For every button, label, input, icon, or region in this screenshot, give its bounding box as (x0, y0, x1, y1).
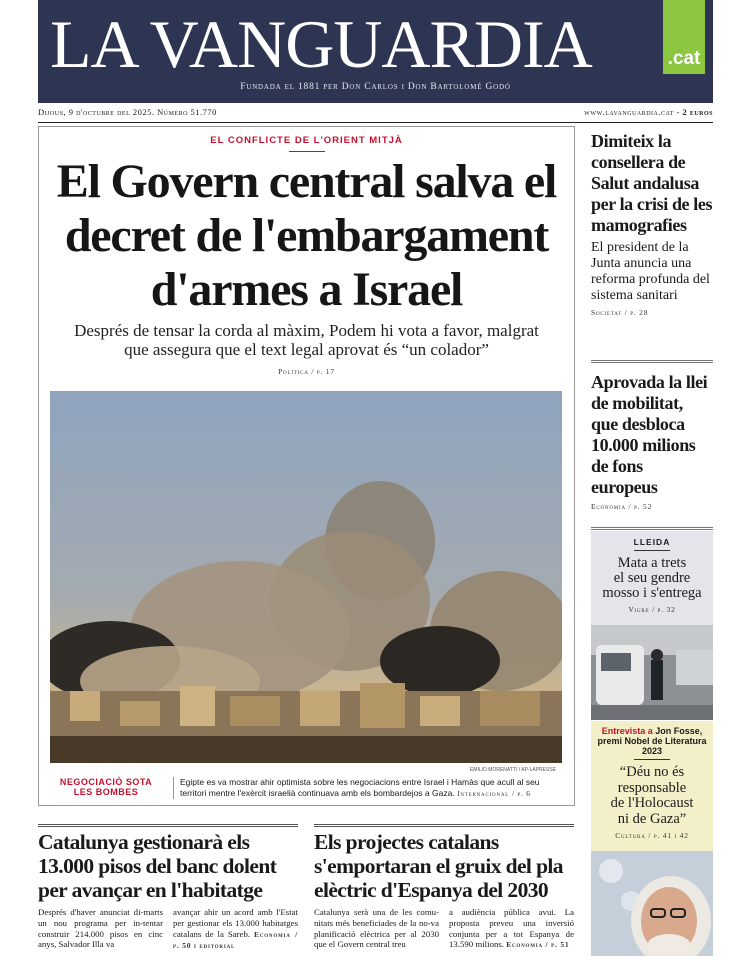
lleida-line: mosso i s'entrega (602, 585, 702, 601)
gaza-bombing-photo[interactable] (50, 391, 562, 763)
sidebar-page-ref[interactable]: Societat / p. 28 (591, 308, 649, 317)
bottom-page-ref[interactable]: Economia / p. 51 (506, 940, 570, 950)
headline-line: decret de l'embargament (64, 209, 549, 262)
interview-intro-subject: Jon Fosse, premi Nobel de Literatura 2023 (597, 726, 707, 756)
newspaper-logo[interactable]: LA VANGUARDIA (50, 6, 592, 82)
site-url[interactable]: www.lavanguardia.cat (584, 107, 674, 117)
interview-quote[interactable] (591, 765, 713, 827)
interview-page-ref[interactable]: Cultura / p. 41 i 42 (615, 831, 689, 840)
bottom-page-ref[interactable]: Economia / p. 50 i editorial (173, 929, 298, 951)
sidebar-headline[interactable]: Aprovada la llei de mobilitat, que desbloca 10.000 milions de fons europeus (591, 372, 708, 497)
standfirst-line: que assegura que el text legal aprovat és “un colador” (124, 340, 489, 359)
bottom-story-rule (38, 824, 298, 827)
lleida-headline[interactable] (591, 556, 713, 601)
quote-line: ni de Gaza” (617, 810, 687, 827)
main-story[interactable] (38, 126, 575, 806)
bottom-headline[interactable] (314, 830, 574, 902)
photo-credit: EMILIO MORENATTI / AP-LAPRESSE (469, 767, 556, 773)
lleida-line: el seu gendre (613, 570, 691, 586)
caption-body: Egipte es va mostrar ahir optimista sobre les negociacions entre Israel i Hamàs que acull al seu territori mentre l'exèrcit israelià continuava amb els bombardejos a Gaza. (180, 777, 540, 798)
bottom-col (449, 907, 574, 951)
lleida-photo-illustration (591, 625, 713, 720)
price: 2 euros (682, 107, 713, 117)
bottom-story-sareb[interactable] (38, 824, 298, 952)
lleida-story[interactable] (591, 531, 713, 625)
lleida-line: Mata a trets (617, 555, 687, 571)
photo-caption (173, 777, 566, 799)
bottom-headline-line: Els projectes catalans (314, 830, 499, 854)
lleida-photo[interactable] (591, 625, 713, 720)
quote-line: responsable (617, 779, 687, 796)
sidebar-headline[interactable]: Dimiteix la consellera de Salut andalusa per la crisi de les mamografies (591, 131, 713, 235)
sidebar-page-ref[interactable]: Economia / p. 52 (591, 502, 653, 511)
issue-date: Dijous, 9 d'octubre del 2025. Número 51.770 (38, 107, 217, 117)
fosse-interview[interactable] (591, 721, 713, 851)
bottom-col-text: avançar ahir un acord amb l'Estat per gestionar els 13.000 habitatges catalans de la Sareb. (173, 907, 298, 939)
interview-intro (591, 726, 713, 756)
logo-cat-badge: .cat (663, 0, 705, 74)
sidebar-divider (591, 360, 713, 363)
bottom-col-text: a audiència pública avui. La proposta preveu una inversió conjunta per a tot Espanya de 13.590 milions. (449, 907, 574, 950)
founded-line: Fundada el 1881 per Don Carlos i Don Bartolomé Godó (240, 82, 511, 92)
bottom-headline-line: 13.000 pisos del banc dolent (38, 854, 277, 878)
caption-page-ref[interactable]: Internacional / p. 6 (457, 789, 531, 798)
main-page-ref[interactable]: Política / p. 17 (278, 367, 335, 376)
caption-label (51, 777, 161, 797)
photo-illustration (50, 391, 562, 763)
bottom-headline-line: per avançar en l'habitatge (38, 878, 263, 902)
site-and-price (584, 107, 713, 121)
quote-line: “Déu no és (619, 764, 685, 780)
masthead (38, 0, 713, 103)
quote-line: de l'Holocaust (610, 795, 694, 811)
headline-line: d'armes a Israel (150, 263, 463, 316)
kicker-rule (289, 151, 325, 152)
bottom-col: Després d'haver anunciat di-marts un nou programa per in-tentar construir 214.000 pisos en cinc anys, Salvador Illa va (38, 907, 163, 950)
interview-rule (634, 759, 670, 760)
main-headline[interactable] (47, 155, 566, 317)
bottom-headline-line: s'emportaran el gruix del pla (314, 854, 563, 878)
main-standfirst (49, 321, 564, 359)
caption-label-line: NEGOCIACIÓ SOTA (59, 777, 153, 787)
sidebar-story-mobilitat[interactable] (591, 372, 713, 511)
bottom-headline[interactable] (38, 830, 298, 902)
bottom-col: Catalunya serà una de les comu-nitats més beneficiades de la no-va planificació elèctrica per al 2030 que el Govern central treu (314, 907, 439, 950)
jon-fosse-portrait[interactable] (591, 851, 713, 956)
sidebar-summary: El president de la Junta anuncia una reforma profunda del sistema sanitari (591, 240, 710, 303)
top-rule (38, 122, 713, 123)
dateline-separator: - (676, 107, 680, 117)
lleida-page-ref[interactable]: Viure / p. 32 (628, 605, 676, 614)
bottom-col (173, 907, 298, 952)
main-kicker: EL CONFLICTE DE L'ORIENT MITJÀ (210, 135, 403, 146)
bottom-story-electric-plan[interactable] (314, 824, 574, 951)
lleida-label-rule (634, 550, 670, 551)
bottom-headline-line: elèctric d'Espanya del 2030 (314, 878, 549, 902)
headline-line: El Govern central salva el (56, 155, 557, 208)
sidebar-divider (591, 527, 713, 530)
bottom-story-rule (314, 824, 574, 827)
caption-label-line: LES BOMBES (73, 787, 139, 797)
interview-intro-label: Entrevista a (601, 726, 653, 736)
bottom-body (314, 907, 574, 951)
lleida-label: LLEIDA (633, 537, 671, 547)
sidebar-story-salut[interactable] (591, 131, 713, 317)
dateline (38, 107, 713, 121)
bottom-headline-line: Catalunya gestionarà els (38, 830, 250, 854)
portrait-illustration (591, 851, 713, 956)
standfirst-line: Després de tensar la corda al màxim, Podem hi vota a favor, malgrat (74, 321, 539, 340)
bottom-body (38, 907, 298, 952)
